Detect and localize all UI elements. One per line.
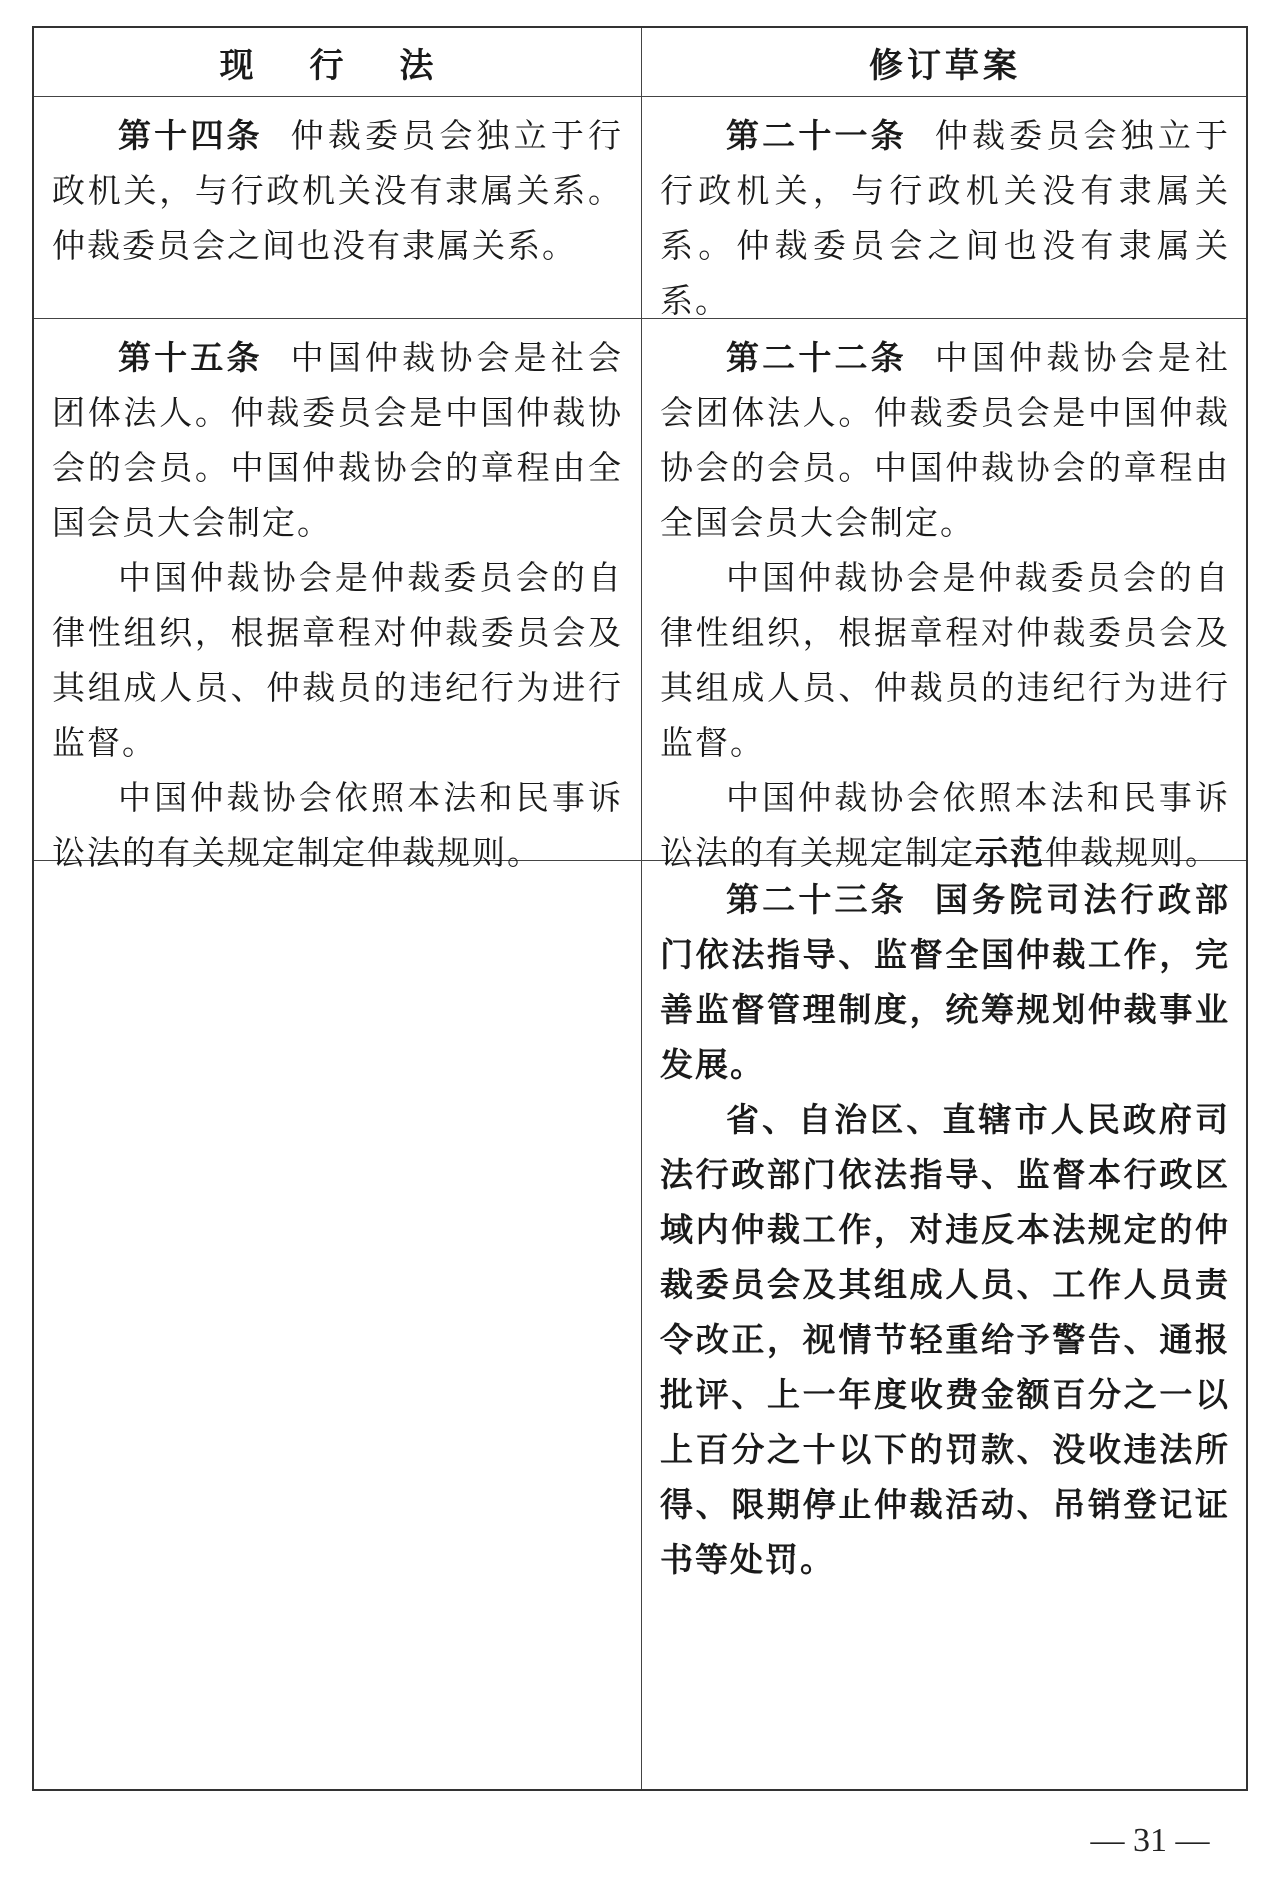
page-number: — 31 — [1090,1822,1210,1859]
row3-right-cell [642,872,1248,1587]
row1-left-paragraph [52,108,623,273]
header-revised-draft: 修订草案 [869,45,1021,86]
article-number: 第二十一条 [726,116,907,155]
row1-right-cell [642,108,1248,328]
row1-right-paragraph [660,108,1230,328]
row1-left-cell [34,108,641,273]
header-divider [34,96,1246,97]
article-number: 第二十二条 [726,338,907,377]
article-text: 国务院司法行政部门依法指导、监督全国仲裁工作，完善监督管理制度，统筹规划仲裁事业发展。 [660,880,1231,1084]
row3-right-paragraph-2: 省、自治区、直辖市人民政府司法行政部门依法指导、监督本行政区域内仲裁工作，对违反本法规定的仲裁委员会及其组成人员、工作人员责令改正，视情节轻重给予警告、通报批评、上一年度收费金额百分之一以上百分之十以下的罚款、没收违法所得、限期停止仲裁活动、吊销登记证书等处罚。 [660,1100,1230,1579]
header-current-law: 现 行 法 [219,45,456,86]
article-number: 第二十三条 [726,880,907,919]
article-text: 仲裁委员会独立于行政机关，与行政机关没有隶属关系。仲裁委员会之间也没有隶属关系。 [660,116,1231,320]
row2-right-cell [642,330,1248,880]
row2-right-paragraph-1 [660,330,1230,550]
article-number: 第十五条 [118,338,263,377]
article-text: 中国仲裁协会是社会团体法人。仲裁委员会是中国仲裁协会的会员。中国仲裁协会的章程由全国会员大会制定。 [660,338,1231,542]
row2-left-paragraph-1 [52,330,623,550]
row2-left-paragraph-3: 中国仲裁协会依照本法和民事诉讼法的有关规定制定仲裁规则。 [52,778,623,872]
row2-right-paragraph-2: 中国仲裁协会是仲裁委员会的自律性组织，根据章程对仲裁委员会及其组成人员、仲裁员的违纪行为进行监督。 [660,558,1230,762]
row3-right-paragraph-1 [660,872,1230,1092]
text-after-emphasis: 仲裁规则。 [1045,833,1220,872]
text-before-emphasis: 中国仲裁协会依照本法和民事诉讼法的有关规定制定 [660,778,1230,872]
row2-left-paragraph-2: 中国仲裁协会是仲裁委员会的自律性组织，根据章程对仲裁委员会及其组成人员、仲裁员的违纪行为进行监督。 [52,558,623,762]
article-text: 仲裁委员会独立于行政机关，与行政机关没有隶属关系。仲裁委员会之间也没有隶属关系。 [52,116,624,265]
emphasized-change: 示范 [975,833,1045,872]
article-text: 中国仲裁协会是社会团体法人。仲裁委员会是中国仲裁协会的会员。中国仲裁协会的章程由全国会员大会制定。 [52,338,624,542]
article-number: 第十四条 [118,116,263,155]
row2-left-cell [34,330,641,880]
comparison-table [32,26,1248,1791]
row2-right-paragraph-3 [660,770,1230,880]
